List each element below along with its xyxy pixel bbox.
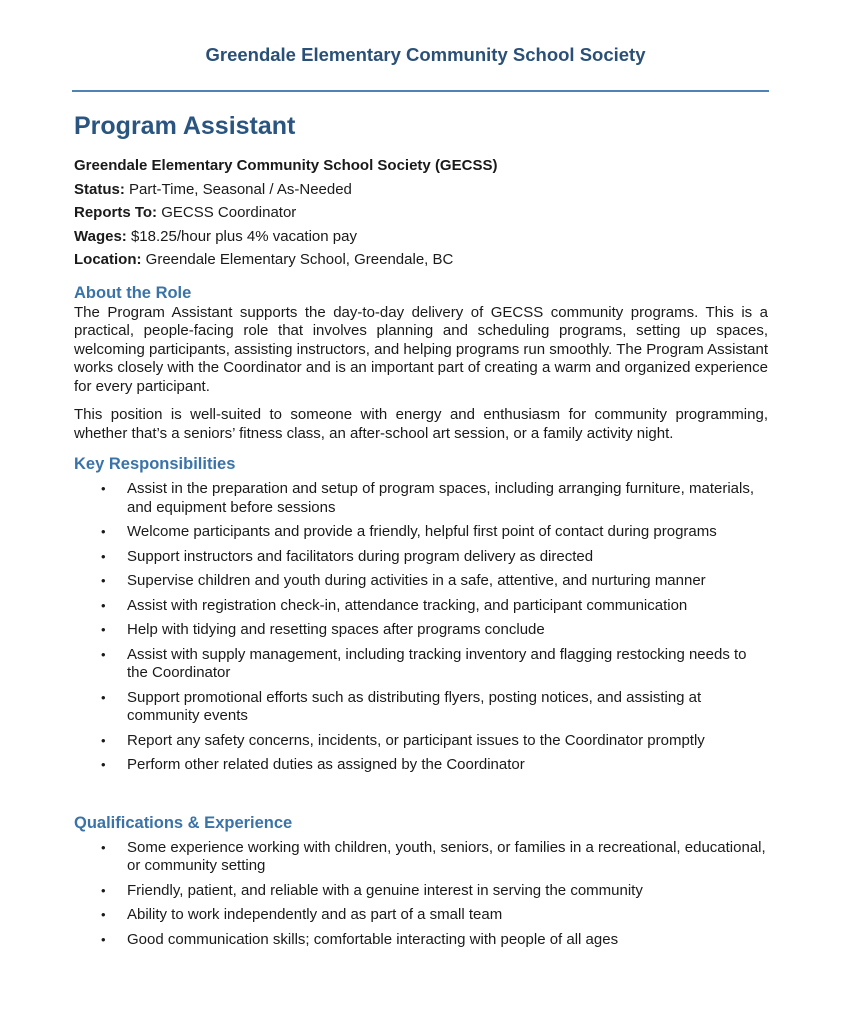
list-item [74,839,768,876]
list-item [74,882,768,901]
list-item [74,756,768,775]
list-item [74,597,768,616]
detail-label: Reports To: [74,204,158,221]
list-item [74,572,768,591]
list-item-text: Help with tidying and resetting spaces after programs conclude [127,621,545,638]
list-item [74,621,768,640]
header-divider [72,90,769,92]
list-item-text: Perform other related duties as assigned by the Coordinator [127,756,525,773]
detail-label: Location: [74,251,142,268]
qualifications-heading: Qualifications & Experience [74,813,293,832]
detail-value: $18.25/hour plus 4% vacation pay [130,227,357,245]
organization-full-name: Greendale Elementary Community School Society (GECSS) [74,157,498,174]
bullet-icon: • [101,689,106,705]
list-item-text: Good communication skills; comfortable interacting with people of all ages [127,930,619,948]
detail-reports-to [74,201,768,225]
bullet-icon: • [101,732,106,748]
list-item-text: Friendly, patient, and reliable with a genuine interest in serving the community [127,881,643,899]
list-item [74,523,768,542]
list-item-text: Assist with supply management, including tracking inventory and flagging restocking needs to the Coordinator [127,645,747,681]
detail-location [74,248,768,272]
responsibilities-heading: Key Responsibilities [74,455,236,473]
list-item [74,931,768,950]
list-item [74,646,768,683]
list-item [74,906,768,925]
about-paragraph: The Program Assistant supports the day-to-day delivery of GECSS community programs. This is a practical, people-facing role that involves planning and scheduling programs, setting up spaces, welcoming participants, assisting instructors, and helping programs run smoothly. The Program Assistant works closely with the Coordinator and is an important part of creating a warm and organized experience for every participant. [74,303,768,395]
responsibilities-list [74,480,768,775]
detail-label: Wages: [74,227,127,245]
bullet-icon: • [101,548,106,564]
list-item-text: Supervise children and youth during activities in a safe, attentive, and nurturing manner [127,572,706,589]
bullet-icon: • [101,524,106,539]
detail-status [74,178,768,202]
detail-value: GECSS Coordinator [161,204,297,221]
bullet-icon: • [101,622,106,637]
detail-value: Greendale Elementary School, Greendale, BC [145,251,454,268]
list-item-text: Some experience working with children, youth, seniors, or families in a recreational, educational, or community setting [127,838,766,874]
list-item-text: Assist with registration check-in, attendance tracking, and participant communication [127,596,688,614]
organization-header: Greendale Elementary Community School Society [205,44,646,65]
bullet-icon: • [101,597,106,613]
list-item [74,732,768,751]
bullet-icon: • [101,757,106,772]
bullet-icon: • [101,573,106,588]
job-posting [74,110,768,949]
detail-wages [74,225,768,249]
bullet-icon: • [101,882,106,898]
page-title: Program Assistant [74,112,296,140]
list-item [74,548,768,567]
list-item-text: Support instructors and facilitators during program delivery as directed [127,547,594,565]
bullet-icon: • [101,481,106,496]
detail-label: Status: [74,180,125,198]
about-heading: About the Role [74,283,192,302]
about-paragraph: This position is well-suited to someone with energy and enthusiasm for community programming, whether that’s a seniors’ fitness class, an after-school art session, or a family activity night. [74,406,768,442]
bullet-icon: • [101,907,106,922]
list-item-text: Report any safety concerns, incidents, or participant issues to the Coordinator promptly [127,731,705,749]
list-item-text: Ability to work independently and as part of a small team [127,906,503,923]
bullet-icon: • [101,839,106,855]
bullet-icon: • [101,646,106,662]
list-item [74,689,768,726]
qualifications-list [74,839,768,950]
list-item-text: Assist in the preparation and setup of program spaces, including arranging furniture, materials, and equipment before sessions [127,480,755,516]
bullet-icon: • [101,931,106,947]
list-item-text: Welcome participants and provide a friendly, helpful first point of contact during programs [127,523,717,540]
detail-value: Part-Time, Seasonal / As-Needed [129,180,352,198]
list-item [74,480,768,517]
list-item-text: Support promotional efforts such as distributing flyers, posting notices, and assisting at community events [127,688,702,724]
